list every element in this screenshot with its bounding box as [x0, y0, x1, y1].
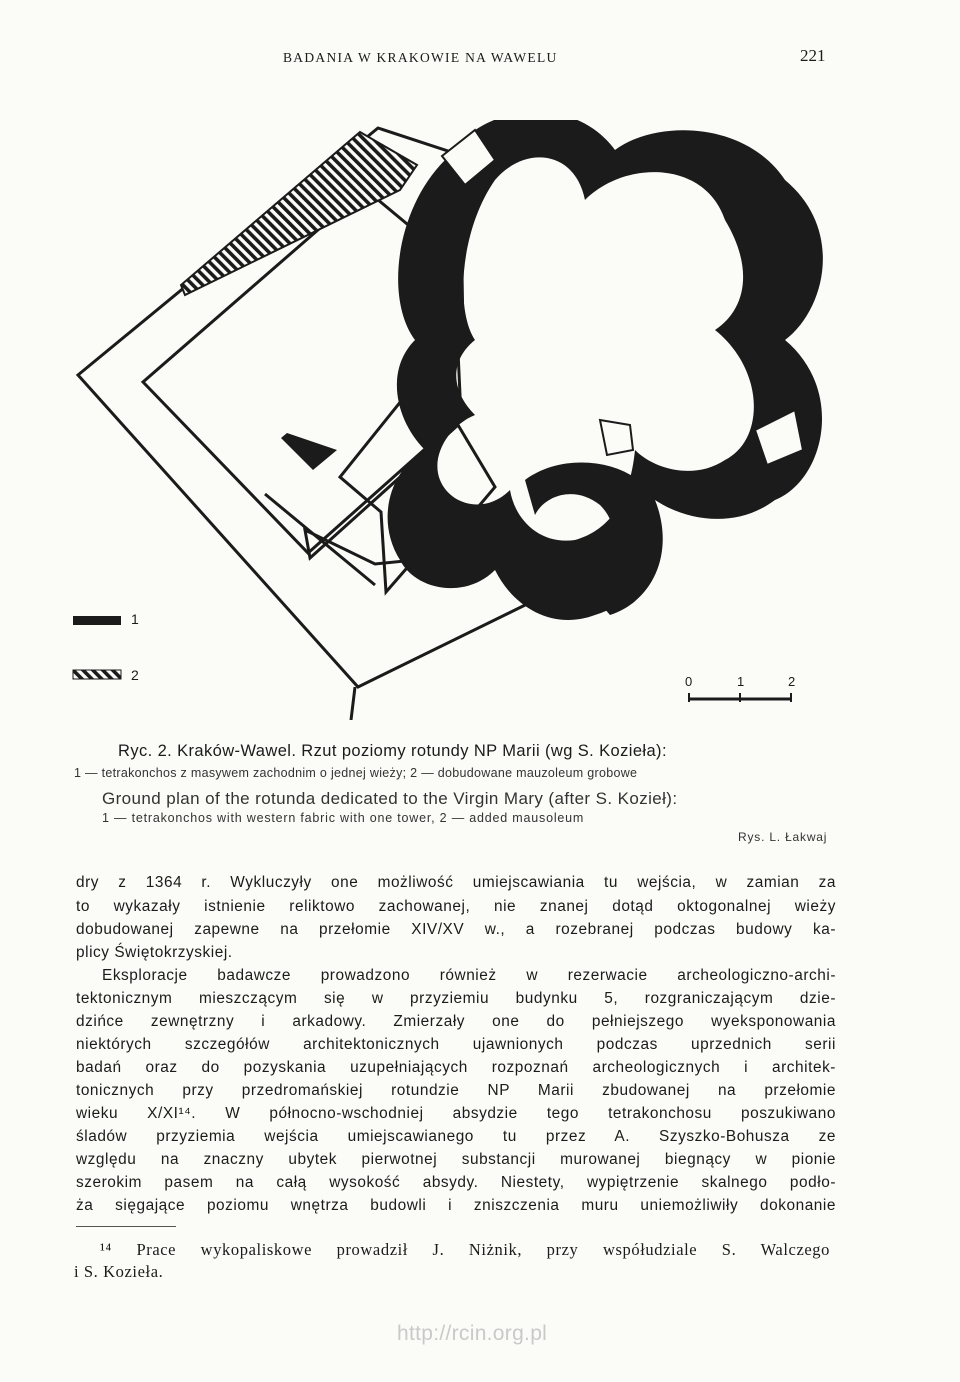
body-text-line: Eksploracje badawcze prowadzono również w rezerwacie archeologiczno-archi- [102, 967, 836, 984]
body-text-line: szerokim pasem na całą wysokość absydy. Niestety, wypiętrzenie skalnego podło- [76, 1174, 836, 1191]
page-number: 221 [800, 46, 826, 65]
legend-swatch-1 [73, 616, 121, 625]
legend-label-2: 2 [131, 667, 139, 683]
caption-en-line1: Ground plan of the rotunda dedicated to the Virgin Mary (after S. Kozieł): [102, 789, 678, 808]
body-text-line: dobudowanej zapewne na przełomie XIV/XV w., a rozebranej podczas budowy ka- [76, 921, 836, 938]
footnote-line2: i S. Kozieła. [74, 1262, 164, 1281]
dark-wall-segment [281, 433, 337, 470]
legend-swatch-2 [73, 670, 121, 679]
scale-label-1: 1 [737, 674, 745, 689]
hatched-wall [181, 132, 417, 295]
body-text-line: niektórych szczegółów architektonicznych ujawnionych podczas uprzednich serii [76, 1036, 836, 1053]
body-text-line: to wykazały istnienie reliktowo zachowanej, nie znanej dotąd oktogonalnej wieży [76, 898, 836, 915]
body-text-line: względu na znaczny ubytek pierwotnej substancji murowanej biegnący w pionie [76, 1151, 836, 1168]
caption-en-line2: 1 — tetrakonchos with western fabric with one tower, 2 — added mausoleum [102, 811, 585, 825]
scale-label-2: 2 [788, 674, 796, 689]
scale-label-0: 0 [685, 674, 693, 689]
floor-plan-figure [55, 120, 855, 720]
footnote-divider [76, 1226, 176, 1227]
body-text-line: wieku X/XI¹⁴. W północno-wschodniej absydzie tego tetrakonchosu poszukiwano [76, 1105, 836, 1122]
tetraconch-rotunda [388, 120, 823, 620]
body-text-line: dzińce zewnętrzny i arkadowy. Zmierzały one do pełniejszego wyeksponowania [76, 1013, 836, 1030]
caption-pl-line1: Ryc. 2. Kraków-Wawel. Rzut poziomy rotundy NP Marii (wg S. Kozieła): [118, 742, 667, 760]
body-text-line: śladów przyziemia wejścia umiejscawianego tu przez A. Szyszko-Bohusza ze [76, 1128, 836, 1145]
body-text-line: badań oraz do pozyskania uzupełniających rozpoznań archeologicznych i architek- [76, 1059, 836, 1076]
body-text-line: dry z 1364 r. Wykluczyły one możliwość umiejscawiania tu wejścia, w zamian za [76, 874, 836, 891]
caption-pl-line2: 1 — tetrakonchos z masywem zachodnim o jednej wieży; 2 — dobudowane mauzoleum grobowe [74, 766, 638, 780]
watermark-url[interactable]: http://rcin.org.pl [397, 1322, 548, 1345]
scale-bar [685, 674, 795, 702]
legend-label-1: 1 [131, 611, 139, 627]
running-title: BADANIA W KRAKOWIE NA WAWELU [283, 50, 558, 65]
body-text-line: ża sięgające poziomu wnętrza budowli i zniszczenia muru uniemożliwiły dokonanie [76, 1197, 836, 1214]
body-text-line: plicy Świętokrzyskiej. [76, 944, 233, 961]
body-text-line: tektonicznym mieszczącym się w przyziemiu budynku 5, rozgraniczającym dzie- [76, 990, 836, 1007]
footnote-line1: ¹⁴ Prace wykopaliskowe prowadził J. Niżnik, przy współudziale S. Walczego [100, 1240, 830, 1259]
body-text-line: tonicznych przy przedromańskiej rotundzie NP Marii zbudowanej na przełomie [76, 1082, 836, 1099]
drawing-credit: Rys. L. Łakwaj [738, 830, 828, 844]
